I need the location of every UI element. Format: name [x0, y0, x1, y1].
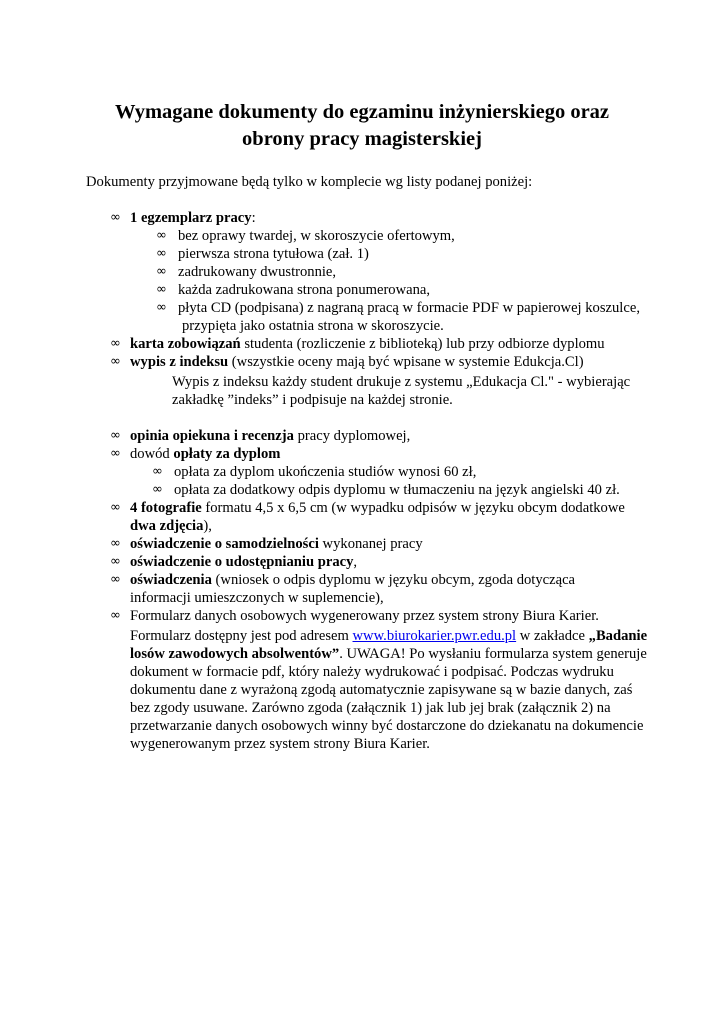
list-item-originality-statement: ∞ oświadczenie o samodzielności wykonanej pracy — [110, 536, 423, 552]
infinity-bullet-icon: ∞ — [110, 428, 121, 443]
infinity-bullet-icon: ∞ — [156, 228, 167, 243]
infinity-bullet-icon: ∞ — [110, 336, 121, 351]
infinity-bullet-icon: ∞ — [110, 536, 121, 551]
list-item-statements: ∞ oświadczenia (wniosek o odpis dyplomu w języku obcym, zgoda dotycząca informacji umieszczonych w suplemencie), — [110, 572, 576, 606]
sub-item: ∞ opłata za dyplom ukończenia studiów wynosi 60 zł, — [152, 464, 477, 480]
infinity-bullet-icon: ∞ — [110, 210, 121, 225]
infinity-bullet-icon: ∞ — [156, 282, 167, 297]
sub-item: ∞ pierwsza strona tytułowa (zał. 1) — [156, 246, 369, 262]
intro-text: Dokumenty przyjmowane będą tylko w komplecie wg listy podanej poniżej: — [86, 174, 533, 190]
infinity-bullet-icon: ∞ — [152, 482, 163, 497]
infinity-bullet-icon: ∞ — [110, 572, 121, 587]
list-item-review: ∞ opinia opiekuna i recenzja pracy dyplomowej, — [110, 428, 411, 444]
fee-list — [130, 463, 625, 499]
infinity-bullet-icon: ∞ — [156, 300, 167, 315]
infinity-bullet-icon: ∞ — [156, 246, 167, 261]
infinity-bullet-icon: ∞ — [152, 464, 163, 479]
list-item-thesis-copy: ∞ 1 egzemplarz pracy: ∞ bez oprawy twardej, w skoroszycie ofertowym, ∞ pierwsza strona tytułowa (zał. 1) ∞ zadrukowany dwustronnie, ∞ każda zadrukowana strona ponumerowana, ∞ płyta CD (podpisana) z nagraną pracą w formacie PDF w papierowej koszulce, przypięta jako ostatnia strona w skoroszycie. — [110, 210, 640, 334]
sub-item: ∞ bez oprawy twardej, w skoroszycie ofertowym, — [156, 228, 455, 244]
list-item-photos: ∞ 4 fotografie formatu 4,5 x 6,5 cm (w wypadku odpisów w języku obcym dodatkowe dwa zdjęcia), — [110, 500, 625, 534]
title-line-1: Wymagane dokumenty do egzaminu inżynierskiego oraz — [114, 101, 610, 123]
sub-item: ∞ zadrukowany dwustronnie, — [156, 264, 337, 280]
infinity-bullet-icon: ∞ — [110, 608, 121, 623]
index-extract-note: Wypis z indeksu każdy student drukuje z systemu „Edukacja Cl." - wybierając zakładkę ”indeks” i podpisuje na każdej stronie. — [172, 374, 631, 408]
survey-tab-name: „Badanie losów zawodowych absolwentów” — [130, 628, 648, 662]
list-item-obligation-card: ∞ karta zobowiązań studenta (rozliczenie z biblioteką) lub przy odbiorze dyplomu — [110, 336, 605, 352]
career-office-link[interactable]: www.biurokarier.pwr.edu.pl — [352, 628, 517, 644]
sub-item: ∞ płyta CD (podpisana) z nagraną pracą w formacie PDF w papierowej koszulce, przypięta jako ostatnia strona w skoroszycie. — [156, 300, 640, 334]
list-item-index-extract: ∞ wypis z indeksu (wszystkie oceny mają być wpisane w systemie Edukcja.Cl) — [110, 354, 584, 370]
document-title — [60, 99, 664, 153]
infinity-bullet-icon: ∞ — [110, 446, 121, 461]
list-item-personal-data-form: ∞ Formularz danych osobowych wygenerowany przez system strony Biura Karier. — [110, 608, 599, 624]
infinity-bullet-icon: ∞ — [156, 264, 167, 279]
infinity-bullet-icon: ∞ — [110, 554, 121, 569]
infinity-bullet-icon: ∞ — [110, 354, 121, 369]
form-info-paragraph: Formularz dostępny jest pod adresem www.biurokarier.pwr.edu.pl w zakładce „Badanie losów zawodowych absolwentów”. UWAGA! Po wysłaniu formularza system generuje dokument w formacie pdf, który należy wydrukować i podpisać. Podczas wydruku dokumentu dane z wyrażoną zgodą automatycznie zapisywane są w bazie danych, zaś bez zgody usuwane. Zarówno zgoda (załącznik 1) jak lub jej brak (załącznik 2) na przetwarzanie danych osobowych winny być dostarczone do dziekanatu na dokumencie wygenerowanym przez system strony Biura Karier. — [130, 628, 648, 752]
sub-item: ∞ opłata za dodatkowy odpis dyplomu w tłumaczeniu na język angielski 40 zł. — [152, 482, 620, 498]
documents-list-2 — [110, 427, 625, 625]
thesis-requirements-list — [130, 227, 640, 335]
sub-item: ∞ każda zadrukowana strona ponumerowana, — [156, 282, 431, 298]
list-item-sharing-statement: ∞ oświadczenie o udostępnianiu pracy, — [110, 554, 358, 570]
infinity-bullet-icon: ∞ — [110, 500, 121, 515]
list-item-fee-receipt: ∞ dowód opłaty za dyplom ∞ opłata za dyplom ukończenia studiów wynosi 60 zł, ∞ opłata za dodatkowy odpis dyplomu w tłumaczeniu na język angielski 40 zł. — [110, 445, 625, 499]
title-line-2: obrony pracy magisterskiej — [242, 128, 482, 150]
documents-list-1 — [110, 209, 640, 371]
